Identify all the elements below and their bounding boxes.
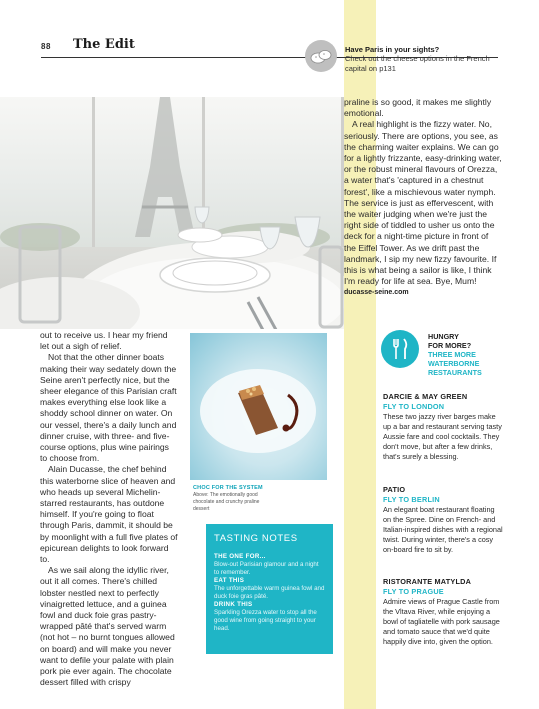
listing-destination[interactable]: FLY TO LONDON bbox=[383, 402, 445, 411]
article-paragraph: out to receive us. I hear my friend let out a sigh of relief. bbox=[40, 330, 168, 352]
tasting-notes-title: TASTING NOTES bbox=[214, 533, 298, 544]
article-paragraph: As we sail along the idyllic river, out it all comes. There's chilled lobster nestled next to perfectly vinaigretted lettuce, and a guinea fowl and duck foie gras pastry-wrapped pâté that's served warm (not hot – no burnt tongues allowed on board) and will make you never want to defile your palate with plain pork pie ever again. The chocolate dessert filled with crispy bbox=[40, 565, 175, 688]
listing-item bbox=[383, 577, 503, 647]
article-paragraph: A real highlight is the fizzy water. No, seriously. There are options, you see, as the charming waiter explains. We can go for a lightly frizzante, easy-drinking water, or the robust mineral flavours of Orezza, a water that's 'captured in a chestnut forest', like a mischievous water nymph. The service is just as effervescent, with the waiter judging when we're just the right side of tiddled to usher us onto the deck for a night-time picture in front of the Eiffel Tower. As we drift past the landmark, I sip my new fizzy favourite. If this is what being a sailor is like, I think I'm ready for life at sea. Bye, Mum! bbox=[344, 119, 502, 287]
hungry-sub-line: RESTAURANTS bbox=[428, 368, 482, 377]
tasting-body: The unforgettable warm guinea fowl and duck foie gras pâté. bbox=[214, 585, 325, 600]
listing-name: RISTORANTE MATYLDA bbox=[383, 577, 472, 586]
cutlery-icon bbox=[381, 330, 419, 368]
listing-description: These two jazzy river barges make up a bar and restaurant serving tasty Aussie fare and cool cocktails. They don't move, but after a few drinks, that's surely a blessing. bbox=[383, 412, 502, 461]
caption-text: Above: The emotionally good chocolate and crunchy praline dessert bbox=[193, 492, 260, 512]
tasting-heading: DRINK THIS bbox=[214, 601, 253, 608]
listing-destination[interactable]: FLY TO PRAGUE bbox=[383, 587, 444, 596]
dessert-photo bbox=[190, 333, 327, 480]
hungry-sub-line: THREE MORE bbox=[428, 350, 476, 359]
tasting-body: Blow-out Parisian glamour and a night to remember. bbox=[214, 561, 319, 576]
tasting-body: Sparkling Orezza water to stop all the good wine from going straight to your head. bbox=[214, 609, 317, 632]
article-left-column bbox=[40, 330, 178, 689]
dining-scene bbox=[0, 97, 344, 329]
tip-title: Have Paris in your sights? bbox=[345, 45, 440, 54]
listing-name: PATIO bbox=[383, 485, 406, 494]
tip-body: Check out the cheese options in the French capital on p131 bbox=[345, 54, 490, 73]
hungry-title-line: FOR MORE? bbox=[428, 341, 472, 350]
tasting-heading: THE ONE FOR... bbox=[214, 553, 266, 560]
listing-description: An elegant boat restaurant floating on the Spree. Dine on French- and Italian-inspired dishes with a regional twist. During winter, there's a cosy on-board fire to sit by. bbox=[383, 505, 503, 554]
source-link[interactable]: ducasse-seine.com bbox=[344, 289, 409, 297]
article-right-column bbox=[344, 97, 502, 299]
chocolate-dessert bbox=[190, 333, 327, 480]
section-title: The Edit bbox=[73, 37, 135, 52]
listing-destination[interactable]: FLY TO BERLIN bbox=[383, 495, 440, 504]
article-paragraph: Alain Ducasse, the chef behind this waterborne slice of heaven and who heads up several Michelin-starred restaurants, has outdone himself. If you're going to float through Paris, dammit, it should be by moonlight with a full five plates of epicurean delights to look forward to. bbox=[40, 464, 178, 565]
hungry-subtitle bbox=[428, 350, 482, 377]
restaurant-photo bbox=[0, 97, 344, 329]
tasting-heading: EAT THIS bbox=[214, 577, 245, 584]
hungry-title bbox=[428, 332, 471, 350]
hungry-sub-line: WATERBORNE bbox=[428, 359, 480, 368]
caption-label: CHOC FOR THE SYSTEM bbox=[193, 485, 263, 491]
article-paragraph: Not that the other dinner boats making their way sedately down the Seine aren't perfectly nice, but the sheer elegance of this Parisian craft makes everything else look like a shoddy school dinner on water. On our vessel, there's a daily lunch and dinner cruise, with three- and five-course options, plus wine pairings to choose from. bbox=[40, 352, 177, 464]
article-paragraph: praline is so good, it makes me slightly emotional. bbox=[344, 97, 492, 119]
page-number: 88 bbox=[41, 42, 51, 51]
listing-description: Admire views of Prague Castle from the Vltava River, while enjoying a bowl of tagliatelle with pork sausage and tomato sauce that we'd quite happily dive into, given the option. bbox=[383, 597, 500, 646]
cheese-icon bbox=[305, 40, 337, 72]
listing-item bbox=[383, 392, 503, 462]
listing-name: DARCIE & MAY GREEN bbox=[383, 392, 468, 401]
hungry-title-line: HUNGRY bbox=[428, 332, 459, 341]
tasting-notes-box bbox=[206, 524, 333, 654]
listing-item bbox=[383, 485, 503, 555]
